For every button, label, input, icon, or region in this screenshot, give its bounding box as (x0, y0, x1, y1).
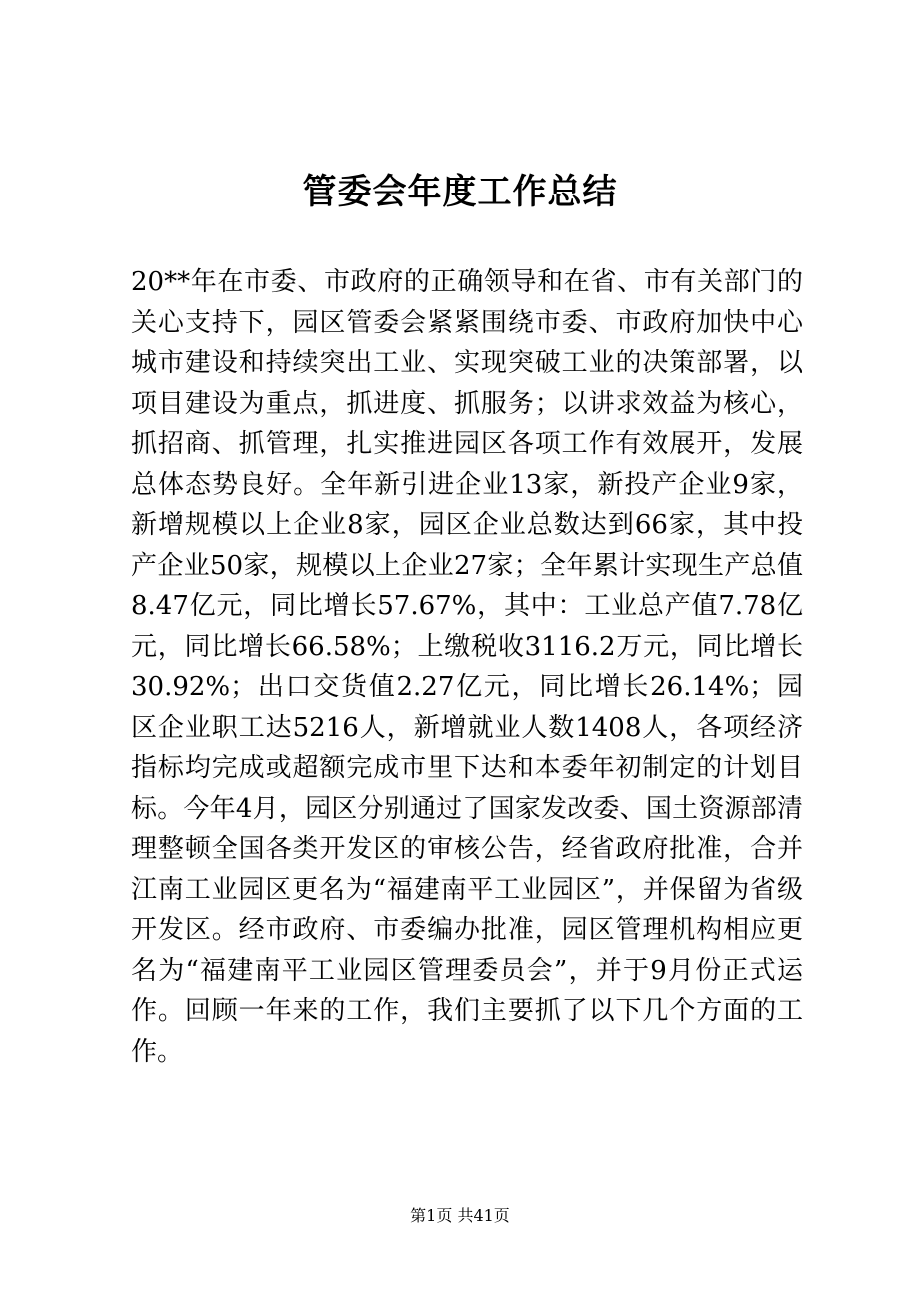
body-paragraph: 20**年在市委、市政府的正确领导和在省、市有关部门的关心支持下，园区管委会紧紧围绕市委、市政府加快中心城市建设和持续突出工业、实现突破工业的决策部署，以项目建设为重点，抓进度、抓服务；以讲求效益为核心，抓招商、抓管理，扎实推进园区各项工作有效展开，发展总体态势良好。全年新引进企业13家，新投产企业9家，新增规模以上企业8家，园区企业总数达到66家，其中投产企业50家，规模以上企业27家；全年累计实现生产总值8.47亿元，同比增长57.67%，其中：工业总产值7.78亿元，同比增长66.58%；上缴税收3116.2万元，同比增长30.92%；出口交货值2.27亿元，同比增长26.14%；园区企业职工达5216人，新增就业人数1408人，各项经济指标均完成或超额完成市里下达和本委年初制定的计划目标。今年4月，园区分别通过了国家发改委、国土资源部清理整顿全国各类开发区的审核公告，经省政府批准，合并江南工业园区更名为“福建南平工业园区”，并保留为省级开发区。经市政府、市委编办批准，园区管理机构相应更名为“福建南平工业园区管理委员会”，并于9月份正式运作。回顾一年来的工作，我们主要抓了以下几个方面的工作。 (131, 267, 803, 1067)
page-number-footer: 第1页 共41页 (410, 1206, 510, 1225)
document-title: 管委会年度工作总结 (302, 172, 618, 212)
